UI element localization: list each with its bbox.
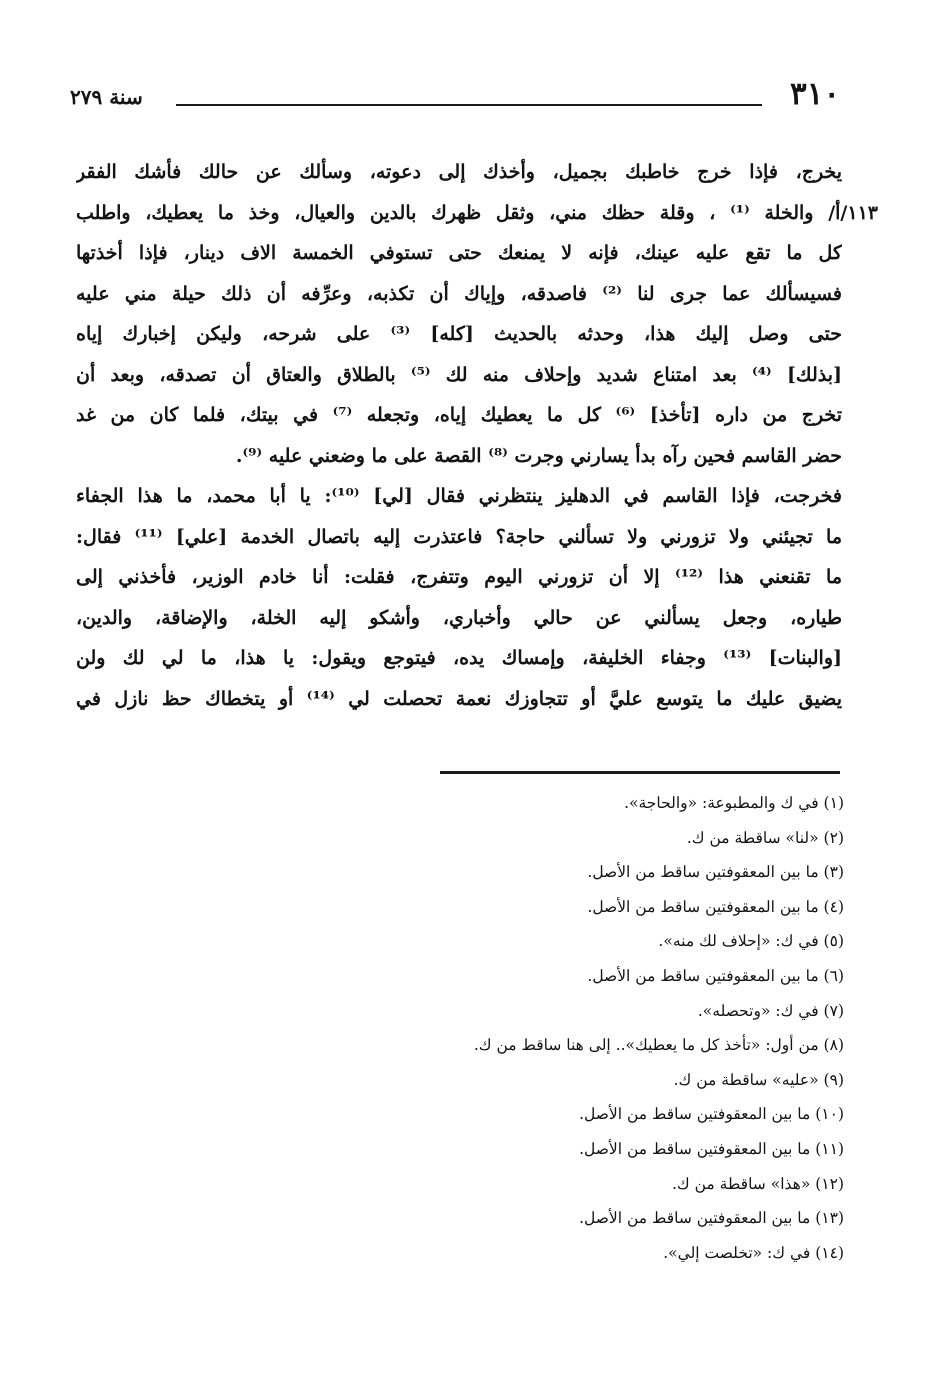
- text-line: ١١٣/أ/ والخلة ⁽¹⁾ ، وقلة حظك مني، وثقل ظهرك بالدين والعيال، وخذ ما يعطيك، واطلب: [76, 201, 878, 224]
- text-line: ما تقنعني هذا ⁽¹²⁾ إلا أن تزورني اليوم وتتفرج، فقلت: أنا خادم الوزير، فأخذني إلى: [76, 566, 842, 588]
- footnote: (١٣) ما بين المعقوفتين ساقط من الأصل.: [579, 1209, 844, 1228]
- footnote: (٣) ما بين المعقوفتين ساقط من الأصل.: [587, 863, 844, 882]
- footnote: (١) في ك والمطبوعة: «والحاجة».: [624, 794, 844, 812]
- footnote: (٨) من أول: «تأخذ كل ما يعطيك».. إلى هنا ساقط من ك.: [473, 1036, 844, 1055]
- footnote: (٢) «لنا» ساقطة من ك.: [686, 828, 844, 847]
- text-line: كل ما تقع عليه عينك، فإنه لا يمنعك حتى تستوفي الخمسة الاف دينار، فإذا أخذتها: [76, 242, 842, 264]
- text-line: [والبنات] ⁽¹³⁾ وجفاء الخليفة، وإمساك يده، فيتوجع ويقول: يا هذا، ما لي لك ولن: [76, 647, 842, 669]
- text-line: فخرجت، فإذا القاسم في الدهليز ينتظرني فقال [لي] ⁽¹⁰⁾: يا أبا محمد، ما هذا الجفاء: [76, 485, 842, 507]
- text-line: حتى وصل إليك هذا، وحدثه بالحديث [كله] ⁽³⁾ على شرحه، وليكن إخبارك إياه: [76, 323, 842, 345]
- text-line: حضر القاسم فحين رآه بدأ يسارني وجرت ⁽⁸⁾ القصة على ما وضعني عليه ⁽⁹⁾.: [235, 444, 842, 467]
- footnote: (١٠) ما بين المعقوفتين ساقط من الأصل.: [579, 1105, 844, 1124]
- text-line: يخرج، فإذا خرج خاطبك بجميل، وأخذك إلى دعوته، وسألك عن حالك فأشك الفقر: [76, 161, 842, 183]
- header-rule: [176, 104, 762, 106]
- text-line: تخرج من داره [تأخذ] ⁽⁶⁾ كل ما يعطيك إياه، وتجعله ⁽⁷⁾ في بيتك، فلما كان من غد: [76, 404, 842, 426]
- text-line: فسيسألك عما جرى لنا ⁽²⁾ فاصدقه، وإياك أن تكذبه، وعرِّفه أن ذلك حيلة مني عليه: [76, 282, 842, 305]
- footnote: (٥) في ك: «إحلاف لك منه».: [658, 932, 844, 951]
- footnote: (١٤) في ك: «تخلصت إلي».: [663, 1243, 844, 1262]
- footnote: (٩) «عليه» ساقطة من ك.: [673, 1070, 844, 1089]
- text-line: [بذلك] ⁽⁴⁾ بعد امتناع شديد وإحلاف منه لك ⁽⁵⁾ بالطلاق والعتاق أن تصدقه، وبعد أن: [76, 363, 842, 386]
- footnote: (١٢) «هذا» ساقطة من ك.: [671, 1174, 844, 1193]
- text-line: يضيق عليك ما يتوسع عليَّ أو تتجاوزك نعمة تحصلت لي ⁽¹⁴⁾ أو يتخطاك حظ نازل في: [76, 687, 842, 710]
- footnote: (٤) ما بين المعقوفتين ساقط من الأصل.: [587, 897, 844, 916]
- footnote: (١١) ما بين المعقوفتين ساقط من الأصل.: [579, 1139, 844, 1158]
- main-text: [76, 152, 878, 719]
- footnote: (٦) ما بين المعقوفتين ساقط من الأصل.: [587, 966, 844, 985]
- footnotes: [324, 786, 844, 1270]
- page-number: ٣١٠: [790, 76, 840, 112]
- footnote: (٧) في ك: «وتحصله».: [697, 1001, 844, 1020]
- text-line: ما تجيئني ولا تزورني ولا تسألني حاجة؟ فاعتذرت إليه باتصال الخدمة [علي] ⁽¹¹⁾ فقال:: [76, 525, 842, 548]
- page-header: [70, 76, 840, 116]
- footnote-separator: [440, 771, 840, 774]
- running-header-year: سنة ٢٧٩: [70, 85, 143, 109]
- text-line: طياره، وجعل يسألني عن حالي وأخباري، وأشكو إليه الخلة، والإضاقة، والدين،: [76, 606, 842, 629]
